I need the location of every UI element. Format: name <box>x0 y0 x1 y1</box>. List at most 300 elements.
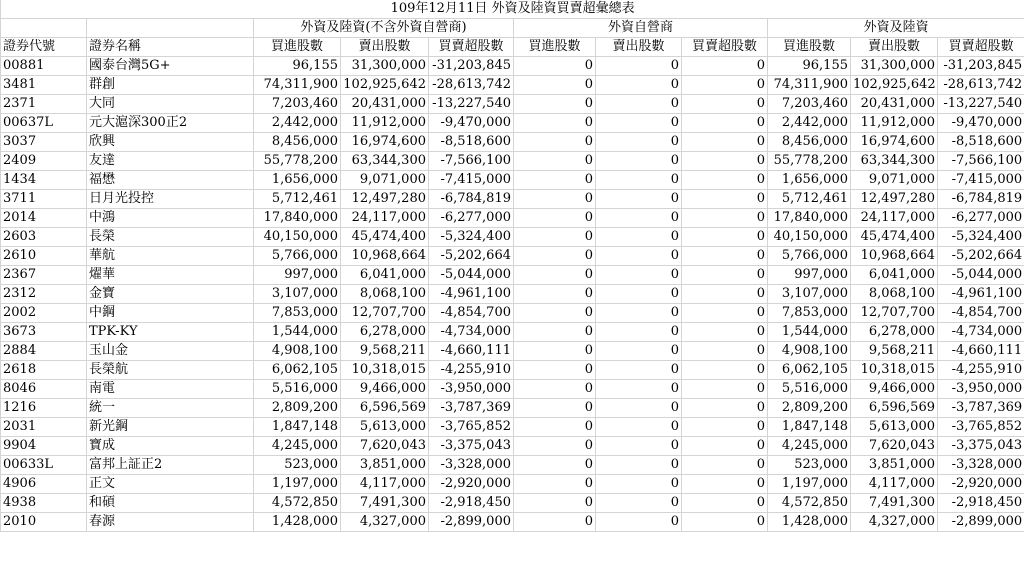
cell-net[interactable]: -7,566,100 <box>938 152 1024 171</box>
cell-buy[interactable]: 0 <box>514 513 596 532</box>
cell-name[interactable]: 富邦上証正2 <box>87 456 254 475</box>
cell-net[interactable]: -3,787,369 <box>429 399 514 418</box>
cell-buy[interactable]: 0 <box>514 361 596 380</box>
cell-buy[interactable]: 0 <box>514 456 596 475</box>
cell-sell[interactable]: 4,117,000 <box>851 475 938 494</box>
cell-sell[interactable]: 16,974,600 <box>851 133 938 152</box>
cell-name[interactable]: 大同 <box>87 95 254 114</box>
cell-buy[interactable]: 1,544,000 <box>254 323 341 342</box>
cell-code[interactable]: 1434 <box>1 171 87 190</box>
cell-sell[interactable]: 11,912,000 <box>851 114 938 133</box>
cell-buy[interactable]: 4,572,850 <box>768 494 851 513</box>
cell-sell[interactable]: 102,925,642 <box>851 76 938 95</box>
cell-sell[interactable]: 10,318,015 <box>341 361 429 380</box>
cell-code[interactable]: 3673 <box>1 323 87 342</box>
cell-sell[interactable]: 10,968,664 <box>341 247 429 266</box>
cell-sell[interactable]: 63,344,300 <box>341 152 429 171</box>
cell-sell[interactable]: 6,041,000 <box>851 266 938 285</box>
cell-name[interactable]: 元大滬深300正2 <box>87 114 254 133</box>
cell-net[interactable]: -5,044,000 <box>938 266 1024 285</box>
cell-code[interactable]: 00881 <box>1 57 87 76</box>
cell-net[interactable]: -6,277,000 <box>429 209 514 228</box>
header-net[interactable]: 買賣超股數 <box>938 38 1024 57</box>
cell-buy[interactable]: 0 <box>514 437 596 456</box>
cell-net[interactable]: -7,566,100 <box>429 152 514 171</box>
cell-net[interactable]: 0 <box>682 266 768 285</box>
cell-net[interactable]: -4,255,910 <box>938 361 1024 380</box>
table-row <box>1 95 1024 114</box>
cell-code[interactable]: 2312 <box>1 285 87 304</box>
cell-buy[interactable]: 1,847,148 <box>254 418 341 437</box>
cell-sell[interactable]: 4,117,000 <box>341 475 429 494</box>
cell-sell[interactable]: 10,968,664 <box>851 247 938 266</box>
cell-buy[interactable]: 3,107,000 <box>768 285 851 304</box>
cell-buy[interactable]: 5,766,000 <box>254 247 341 266</box>
cell-code[interactable]: 9904 <box>1 437 87 456</box>
cell-name[interactable]: 燿華 <box>87 266 254 285</box>
cell-buy[interactable]: 8,456,000 <box>768 133 851 152</box>
cell-net[interactable]: -3,375,043 <box>429 437 514 456</box>
cell-sell[interactable]: 16,974,600 <box>341 133 429 152</box>
cell-sell[interactable]: 0 <box>596 285 682 304</box>
cell-buy[interactable]: 0 <box>514 399 596 418</box>
cell-sell[interactable]: 8,068,100 <box>851 285 938 304</box>
empty-cell[interactable] <box>1 19 87 38</box>
cell-buy[interactable]: 7,853,000 <box>254 304 341 323</box>
cell-net[interactable]: 0 <box>682 437 768 456</box>
cell-buy[interactable]: 0 <box>514 57 596 76</box>
cell-sell[interactable]: 24,117,000 <box>851 209 938 228</box>
cell-sell[interactable]: 0 <box>596 247 682 266</box>
cell-buy[interactable]: 0 <box>514 228 596 247</box>
cell-sell[interactable]: 0 <box>596 437 682 456</box>
cell-sell[interactable]: 9,071,000 <box>851 171 938 190</box>
cell-sell[interactable]: 0 <box>596 209 682 228</box>
cell-sell[interactable]: 9,071,000 <box>341 171 429 190</box>
cell-buy[interactable]: 1,428,000 <box>768 513 851 532</box>
cell-net[interactable]: -7,415,000 <box>938 171 1024 190</box>
cell-buy[interactable]: 2,809,200 <box>254 399 341 418</box>
cell-buy[interactable]: 5,766,000 <box>768 247 851 266</box>
cell-buy[interactable]: 1,656,000 <box>768 171 851 190</box>
cell-net[interactable]: 0 <box>682 190 768 209</box>
cell-sell[interactable]: 12,497,280 <box>851 190 938 209</box>
cell-buy[interactable]: 74,311,900 <box>254 76 341 95</box>
cell-buy[interactable]: 5,516,000 <box>768 380 851 399</box>
cell-buy[interactable]: 2,442,000 <box>254 114 341 133</box>
cell-net[interactable]: 0 <box>682 114 768 133</box>
cell-code[interactable]: 2014 <box>1 209 87 228</box>
cell-net[interactable]: -2,918,450 <box>938 494 1024 513</box>
cell-buy[interactable]: 5,712,461 <box>254 190 341 209</box>
cell-buy[interactable]: 0 <box>514 190 596 209</box>
cell-name[interactable]: 正文 <box>87 475 254 494</box>
cell-buy[interactable]: 5,516,000 <box>254 380 341 399</box>
cell-code[interactable]: 4938 <box>1 494 87 513</box>
cell-sell[interactable]: 6,278,000 <box>341 323 429 342</box>
table-row <box>1 456 1024 475</box>
cell-name[interactable]: 中鴻 <box>87 209 254 228</box>
cell-sell[interactable]: 7,620,043 <box>851 437 938 456</box>
cell-net[interactable]: 0 <box>682 361 768 380</box>
table-row <box>1 418 1024 437</box>
cell-buy[interactable]: 0 <box>514 475 596 494</box>
cell-buy[interactable]: 0 <box>514 95 596 114</box>
table-row <box>1 494 1024 513</box>
cell-net[interactable]: -31,203,845 <box>938 57 1024 76</box>
cell-buy[interactable]: 0 <box>514 76 596 95</box>
cell-buy[interactable]: 17,840,000 <box>254 209 341 228</box>
cell-sell[interactable]: 0 <box>596 494 682 513</box>
cell-name[interactable]: 華航 <box>87 247 254 266</box>
cell-buy[interactable]: 40,150,000 <box>768 228 851 247</box>
header-net[interactable]: 買賣超股數 <box>429 38 514 57</box>
cell-net[interactable]: -3,328,000 <box>429 456 514 475</box>
cell-sell[interactable]: 4,327,000 <box>341 513 429 532</box>
cell-net[interactable]: -28,613,742 <box>938 76 1024 95</box>
cell-buy[interactable]: 3,107,000 <box>254 285 341 304</box>
cell-buy[interactable]: 1,544,000 <box>768 323 851 342</box>
cell-sell[interactable]: 20,431,000 <box>851 95 938 114</box>
cell-sell[interactable]: 7,620,043 <box>341 437 429 456</box>
cell-sell[interactable]: 9,466,000 <box>341 380 429 399</box>
cell-buy[interactable]: 0 <box>514 380 596 399</box>
cell-name[interactable]: 和碩 <box>87 494 254 513</box>
cell-buy[interactable]: 4,245,000 <box>768 437 851 456</box>
cell-sell[interactable]: 0 <box>596 228 682 247</box>
cell-code[interactable]: 3711 <box>1 190 87 209</box>
cell-name[interactable]: 欣興 <box>87 133 254 152</box>
cell-sell[interactable]: 0 <box>596 513 682 532</box>
cell-net[interactable]: -3,375,043 <box>938 437 1024 456</box>
cell-sell[interactable]: 63,344,300 <box>851 152 938 171</box>
cell-net[interactable]: -8,518,600 <box>429 133 514 152</box>
cell-sell[interactable]: 6,278,000 <box>851 323 938 342</box>
cell-net[interactable]: 0 <box>682 95 768 114</box>
cell-code[interactable]: 2409 <box>1 152 87 171</box>
cell-net[interactable]: -31,203,845 <box>429 57 514 76</box>
cell-buy[interactable]: 0 <box>514 342 596 361</box>
header-sell[interactable]: 賣出股數 <box>851 38 938 57</box>
cell-buy[interactable]: 0 <box>514 114 596 133</box>
cell-buy[interactable]: 0 <box>514 152 596 171</box>
cell-name[interactable]: 日月光投控 <box>87 190 254 209</box>
header-buy[interactable]: 買進股數 <box>768 38 851 57</box>
cell-buy[interactable]: 17,840,000 <box>768 209 851 228</box>
cell-sell[interactable]: 0 <box>596 304 682 323</box>
cell-sell[interactable]: 45,474,400 <box>851 228 938 247</box>
cell-net[interactable]: -6,784,819 <box>938 190 1024 209</box>
cell-net[interactable]: -4,734,000 <box>429 323 514 342</box>
cell-code[interactable]: 00633L <box>1 456 87 475</box>
cell-net[interactable]: 0 <box>682 475 768 494</box>
cell-net[interactable]: -8,518,600 <box>938 133 1024 152</box>
cell-net[interactable]: -6,277,000 <box>938 209 1024 228</box>
cell-sell[interactable]: 0 <box>596 342 682 361</box>
cell-net[interactable]: -4,854,700 <box>938 304 1024 323</box>
cell-buy[interactable]: 523,000 <box>254 456 341 475</box>
cell-buy[interactable]: 0 <box>514 418 596 437</box>
cell-buy[interactable]: 1,428,000 <box>254 513 341 532</box>
cell-sell[interactable]: 6,596,569 <box>341 399 429 418</box>
cell-net[interactable]: -4,854,700 <box>429 304 514 323</box>
header-sell[interactable]: 賣出股數 <box>596 38 682 57</box>
cell-name[interactable]: 群創 <box>87 76 254 95</box>
cell-sell[interactable]: 0 <box>596 323 682 342</box>
cell-buy[interactable]: 997,000 <box>768 266 851 285</box>
header-net[interactable]: 買賣超股數 <box>682 38 768 57</box>
cell-net[interactable]: -2,920,000 <box>938 475 1024 494</box>
cell-buy[interactable]: 55,778,200 <box>768 152 851 171</box>
cell-buy[interactable]: 4,572,850 <box>254 494 341 513</box>
cell-code[interactable]: 2031 <box>1 418 87 437</box>
cell-sell[interactable]: 0 <box>596 475 682 494</box>
cell-sell[interactable]: 24,117,000 <box>341 209 429 228</box>
cell-name[interactable]: 統一 <box>87 399 254 418</box>
cell-net[interactable]: -3,787,369 <box>938 399 1024 418</box>
cell-name[interactable]: 福懋 <box>87 171 254 190</box>
cell-buy[interactable]: 1,847,148 <box>768 418 851 437</box>
cell-code[interactable]: 2367 <box>1 266 87 285</box>
cell-buy[interactable]: 0 <box>514 304 596 323</box>
cell-name[interactable]: 南電 <box>87 380 254 399</box>
cell-name[interactable]: 長榮 <box>87 228 254 247</box>
cell-buy[interactable]: 1,656,000 <box>254 171 341 190</box>
cell-sell[interactable]: 0 <box>596 171 682 190</box>
empty-cell[interactable] <box>87 19 254 38</box>
cell-net[interactable]: -4,255,910 <box>429 361 514 380</box>
header-sell[interactable]: 賣出股數 <box>341 38 429 57</box>
cell-code[interactable]: 3481 <box>1 76 87 95</box>
cell-sell[interactable]: 9,568,211 <box>851 342 938 361</box>
cell-net[interactable]: 0 <box>682 513 768 532</box>
cell-sell[interactable]: 20,431,000 <box>341 95 429 114</box>
cell-buy[interactable]: 2,442,000 <box>768 114 851 133</box>
cell-sell[interactable]: 0 <box>596 418 682 437</box>
cell-sell[interactable]: 6,596,569 <box>851 399 938 418</box>
cell-net[interactable]: 0 <box>682 494 768 513</box>
cell-buy[interactable]: 0 <box>514 171 596 190</box>
cell-sell[interactable]: 9,568,211 <box>341 342 429 361</box>
cell-sell[interactable]: 3,851,000 <box>851 456 938 475</box>
group-header-foreign-dealers[interactable]: 外資自營商 <box>514 19 768 38</box>
cell-code[interactable]: 1216 <box>1 399 87 418</box>
cell-net[interactable]: -9,470,000 <box>938 114 1024 133</box>
cell-buy[interactable]: 0 <box>514 323 596 342</box>
cell-net[interactable]: 0 <box>682 57 768 76</box>
cell-buy[interactable]: 96,155 <box>768 57 851 76</box>
cell-sell[interactable]: 12,497,280 <box>341 190 429 209</box>
column-header-row <box>1 38 1024 57</box>
cell-net[interactable]: 0 <box>682 171 768 190</box>
cell-sell[interactable]: 31,300,000 <box>851 57 938 76</box>
cell-buy[interactable]: 7,853,000 <box>768 304 851 323</box>
cell-sell[interactable]: 7,491,300 <box>341 494 429 513</box>
cell-code[interactable]: 2603 <box>1 228 87 247</box>
header-buy[interactable]: 買進股數 <box>254 38 341 57</box>
cell-net[interactable]: -5,324,400 <box>938 228 1024 247</box>
header-buy[interactable]: 買進股數 <box>514 38 596 57</box>
cell-net[interactable]: -5,044,000 <box>429 266 514 285</box>
cell-net[interactable]: 0 <box>682 342 768 361</box>
cell-sell[interactable]: 31,300,000 <box>341 57 429 76</box>
cell-sell[interactable]: 12,707,700 <box>851 304 938 323</box>
cell-buy[interactable]: 0 <box>514 133 596 152</box>
cell-name[interactable]: 中鋼 <box>87 304 254 323</box>
cell-name[interactable]: TPK-KY <box>87 323 254 342</box>
cell-net[interactable]: -5,202,664 <box>938 247 1024 266</box>
cell-sell[interactable]: 6,041,000 <box>341 266 429 285</box>
cell-sell[interactable]: 0 <box>596 266 682 285</box>
cell-sell[interactable]: 0 <box>596 57 682 76</box>
cell-buy[interactable]: 7,203,460 <box>768 95 851 114</box>
table-row <box>1 133 1024 152</box>
cell-net[interactable]: -4,961,100 <box>429 285 514 304</box>
cell-net[interactable]: 0 <box>682 285 768 304</box>
cell-code[interactable]: 4906 <box>1 475 87 494</box>
cell-buy[interactable]: 2,809,200 <box>768 399 851 418</box>
cell-net[interactable]: 0 <box>682 380 768 399</box>
cell-net[interactable]: 0 <box>682 418 768 437</box>
cell-net[interactable]: 0 <box>682 456 768 475</box>
cell-net[interactable]: -4,660,111 <box>938 342 1024 361</box>
cell-buy[interactable]: 0 <box>514 266 596 285</box>
cell-net[interactable]: 0 <box>682 247 768 266</box>
cell-name[interactable]: 新光鋼 <box>87 418 254 437</box>
cell-net[interactable]: -3,950,000 <box>938 380 1024 399</box>
cell-net[interactable]: -2,920,000 <box>429 475 514 494</box>
cell-net[interactable]: -13,227,540 <box>429 95 514 114</box>
cell-net[interactable]: -13,227,540 <box>938 95 1024 114</box>
cell-code[interactable]: 2610 <box>1 247 87 266</box>
cell-buy[interactable]: 74,311,900 <box>768 76 851 95</box>
cell-net[interactable]: 0 <box>682 228 768 247</box>
cell-sell[interactable]: 9,466,000 <box>851 380 938 399</box>
cell-net[interactable]: -2,899,000 <box>938 513 1024 532</box>
cell-net[interactable]: -3,950,000 <box>429 380 514 399</box>
cell-code[interactable]: 3037 <box>1 133 87 152</box>
cell-sell[interactable]: 8,068,100 <box>341 285 429 304</box>
cell-sell[interactable]: 45,474,400 <box>341 228 429 247</box>
cell-code[interactable]: 00637L <box>1 114 87 133</box>
cell-buy[interactable]: 0 <box>514 247 596 266</box>
cell-name[interactable]: 友達 <box>87 152 254 171</box>
cell-sell[interactable]: 0 <box>596 152 682 171</box>
cell-sell[interactable]: 12,707,700 <box>341 304 429 323</box>
cell-net[interactable]: -2,899,000 <box>429 513 514 532</box>
cell-net[interactable]: -3,765,852 <box>938 418 1024 437</box>
header-name[interactable]: 證券名稱 <box>87 38 254 57</box>
cell-net[interactable]: -4,961,100 <box>938 285 1024 304</box>
cell-net[interactable]: -6,784,819 <box>429 190 514 209</box>
cell-net[interactable]: -4,734,000 <box>938 323 1024 342</box>
cell-sell[interactable]: 5,613,000 <box>341 418 429 437</box>
group-header-foreign-total[interactable]: 外資及陸資 <box>768 19 1024 38</box>
cell-net[interactable]: 0 <box>682 133 768 152</box>
cell-sell[interactable]: 5,613,000 <box>851 418 938 437</box>
cell-buy[interactable]: 0 <box>514 285 596 304</box>
cell-buy[interactable]: 6,062,105 <box>254 361 341 380</box>
cell-name[interactable]: 玉山金 <box>87 342 254 361</box>
cell-buy[interactable]: 55,778,200 <box>254 152 341 171</box>
cell-name[interactable]: 寶成 <box>87 437 254 456</box>
cell-sell[interactable]: 3,851,000 <box>341 456 429 475</box>
cell-buy[interactable]: 0 <box>514 209 596 228</box>
cell-sell[interactable]: 4,327,000 <box>851 513 938 532</box>
cell-net[interactable]: 0 <box>682 76 768 95</box>
cell-sell[interactable]: 0 <box>596 399 682 418</box>
cell-net[interactable]: -4,660,111 <box>429 342 514 361</box>
cell-sell[interactable]: 0 <box>596 133 682 152</box>
cell-net[interactable]: -7,415,000 <box>429 171 514 190</box>
cell-sell[interactable]: 10,318,015 <box>851 361 938 380</box>
cell-sell[interactable]: 0 <box>596 361 682 380</box>
cell-net[interactable]: 0 <box>682 304 768 323</box>
cell-buy[interactable]: 40,150,000 <box>254 228 341 247</box>
cell-buy[interactable]: 523,000 <box>768 456 851 475</box>
cell-code[interactable]: 2884 <box>1 342 87 361</box>
cell-sell[interactable]: 0 <box>596 380 682 399</box>
cell-sell[interactable]: 0 <box>596 456 682 475</box>
cell-code[interactable]: 2371 <box>1 95 87 114</box>
cell-buy[interactable]: 8,456,000 <box>254 133 341 152</box>
cell-net[interactable]: 0 <box>682 323 768 342</box>
cell-sell[interactable]: 7,491,300 <box>851 494 938 513</box>
report-title[interactable]: 109年12月11日 外資及陸資買賣超彙總表 <box>1 0 1024 19</box>
table-row <box>1 114 1024 133</box>
cell-net[interactable]: -5,324,400 <box>429 228 514 247</box>
cell-sell[interactable]: 0 <box>596 95 682 114</box>
cell-name[interactable]: 國泰台灣5G+ <box>87 57 254 76</box>
cell-code[interactable]: 8046 <box>1 380 87 399</box>
cell-net[interactable]: 0 <box>682 399 768 418</box>
cell-name[interactable]: 春源 <box>87 513 254 532</box>
cell-name[interactable]: 金寶 <box>87 285 254 304</box>
cell-sell[interactable]: 0 <box>596 114 682 133</box>
cell-net[interactable]: 0 <box>682 209 768 228</box>
cell-net[interactable]: -5,202,664 <box>429 247 514 266</box>
cell-buy[interactable]: 0 <box>514 494 596 513</box>
cell-net[interactable]: -9,470,000 <box>429 114 514 133</box>
cell-sell[interactable]: 0 <box>596 190 682 209</box>
group-header-foreign-excl-dealers[interactable]: 外資及陸資(不含外資自營商) <box>254 19 514 38</box>
cell-name[interactable]: 長榮航 <box>87 361 254 380</box>
cell-net[interactable]: -2,918,450 <box>429 494 514 513</box>
cell-buy[interactable]: 5,712,461 <box>768 190 851 209</box>
cell-code[interactable]: 2010 <box>1 513 87 532</box>
cell-buy[interactable]: 4,908,100 <box>254 342 341 361</box>
cell-net[interactable]: -3,765,852 <box>429 418 514 437</box>
cell-net[interactable]: -3,328,000 <box>938 456 1024 475</box>
title-row <box>1 0 1024 19</box>
cell-buy[interactable]: 997,000 <box>254 266 341 285</box>
cell-sell[interactable]: 102,925,642 <box>341 76 429 95</box>
cell-net[interactable]: 0 <box>682 152 768 171</box>
cell-buy[interactable]: 96,155 <box>254 57 341 76</box>
cell-code[interactable]: 2002 <box>1 304 87 323</box>
cell-sell[interactable]: 0 <box>596 76 682 95</box>
cell-net[interactable]: -28,613,742 <box>429 76 514 95</box>
cell-buy[interactable]: 4,908,100 <box>768 342 851 361</box>
cell-code[interactable]: 2618 <box>1 361 87 380</box>
cell-buy[interactable]: 1,197,000 <box>254 475 341 494</box>
cell-buy[interactable]: 7,203,460 <box>254 95 341 114</box>
cell-buy[interactable]: 6,062,105 <box>768 361 851 380</box>
cell-buy[interactable]: 4,245,000 <box>254 437 341 456</box>
header-code[interactable]: 證券代號 <box>1 38 87 57</box>
cell-buy[interactable]: 1,197,000 <box>768 475 851 494</box>
cell-sell[interactable]: 11,912,000 <box>341 114 429 133</box>
